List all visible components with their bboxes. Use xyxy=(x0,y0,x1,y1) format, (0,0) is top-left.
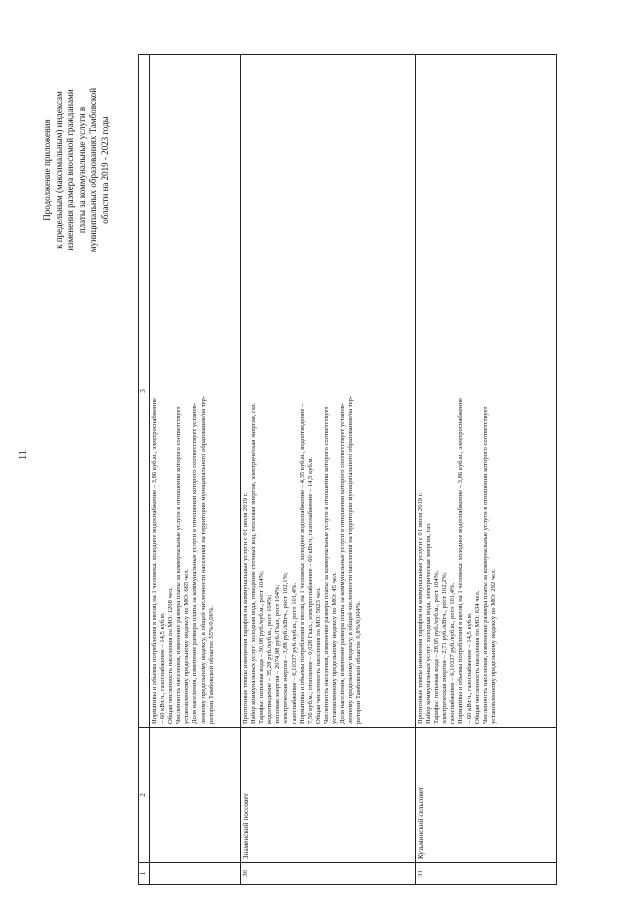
header-cell-municipality: 2 xyxy=(139,728,150,863)
detail-line: Нормативы и объемы потребления в месяц на 1 человека: холодное водоснабжение – 3,86 куб.м., электроснабжение xyxy=(151,398,158,724)
detail-line: тепловая энергия – 2074,98 руб./Гкал, рост 104%; xyxy=(274,584,282,724)
detail-line: – 60 кВт.ч., газоснабжение – 14,5 куб.м. xyxy=(465,612,473,724)
row-number-cell: 31 xyxy=(416,863,557,885)
detail-line: водоотведение – 35,28 руб./куб.м., рост 104%; xyxy=(266,594,274,724)
detail-line: ритории Тамбовской области: 55%/0,06%. xyxy=(207,606,215,724)
detail-line: Численность населения, изменение размера платы за коммунальные услуги в отношении которого соответствует xyxy=(175,406,183,724)
header-cell-number: 1 xyxy=(139,863,150,885)
detail-line: – 60 кВт.ч., газоснабжение – 14,5 куб.м. xyxy=(159,612,167,724)
detail-line: газоснабжение – 6,10337 руб./куб.м., рост 101,4%. xyxy=(449,582,457,724)
municipality-cell xyxy=(150,728,241,863)
heading-line: области на 2019 - 2023 годы xyxy=(99,116,110,224)
detail-line: Тарифы: питьевая вода – 30,08 руб./куб.м., рост 104%; xyxy=(258,571,266,724)
details-cell xyxy=(416,55,557,728)
detail-line: установленному предельному индексу по МО: 45 чел. xyxy=(331,572,339,724)
page-number: 11 xyxy=(18,450,29,460)
table-row xyxy=(416,55,557,885)
detail-line: Набор коммунальных услуг: холодная вода, электрическая энергия, газ. xyxy=(425,522,433,724)
row-number-cell: 30 xyxy=(241,863,416,885)
detail-line: Прогнозные темпы изменения тарифов на коммунальные услуги с 01 июля 2019 г. xyxy=(242,492,249,724)
detail-line: Численность населения, изменение размера платы за коммунальные услуги в отношении которого соответствует xyxy=(481,406,489,724)
detail-line: установленному предельному индексу по МО: 292 чел. xyxy=(489,568,497,724)
detail-line: Общая численность населения по МО: 1208 чел. xyxy=(167,587,175,724)
detail-line: установленному предельному индексу по МО: 665 чел. xyxy=(183,568,191,724)
detail-line: электрическая энергия – 2,71 руб./кВтч., рост 102,2%; xyxy=(441,572,449,724)
detail-line: Нормативы и объемы потребления в месяц на 1 человека: холодное водоснабжение – 3,86 куб.м., электроснабжение xyxy=(457,398,465,724)
header-cell-details: 3 xyxy=(139,55,150,728)
detail-line: Доля населения, изменение размера платы за коммунальные услуги в отношении которого соответствует установ- xyxy=(191,402,199,724)
heading-line: платы за коммунальные услуги в xyxy=(76,106,87,234)
indices-table xyxy=(138,54,557,885)
row-number-cell xyxy=(150,863,241,885)
detail-line: Численность населения, изменение размера платы за коммунальные услуги в отношении которого соответствует xyxy=(322,406,330,724)
heading-line: к предельным (максимальным) индексам xyxy=(53,91,64,249)
detail-line: 7,56 куб.м., отопление – 0,028 Гкал., электроснабжение – 60 кВт.ч, газоснабжение – 14,5 куб.м. xyxy=(306,456,314,724)
detail-line: Тарифы: питьевая вода – 28,95 руб./куб.м., рост 104%; xyxy=(433,571,441,724)
heading-line: Продолжение приложения xyxy=(42,119,52,221)
details-cell xyxy=(241,55,416,728)
detail-line: газоснабжение – 6,10337 руб./куб.м., рост 101,4%. xyxy=(290,582,298,724)
detail-line: Доля населения, изменение размера платы за коммунальные услуги в отношении которого соответствует установ- xyxy=(339,402,347,724)
detail-line: Набор коммунальных услуг: холодная вода, отведение сточных вод, тепловая энергия, электрическая энергия, газ. xyxy=(250,403,258,724)
details-cell xyxy=(150,55,241,728)
detail-line: Нормативы и объемы потребления в месяц на 1 человека: холодное водоснабжение – 4,35 куб.м., водоотведение – xyxy=(298,403,306,724)
municipality-cell: Знаменский поссовет xyxy=(241,728,416,863)
municipality-cell: Кузьминский сельсовет xyxy=(416,728,557,863)
detail-line: ленному предельному индексу, в общей численности населения на территории муниципального образования/на тер- xyxy=(199,395,207,724)
table-row xyxy=(241,55,416,885)
appendix-heading xyxy=(42,35,112,305)
detail-line: электрическая энергия – 3,88 руб./кВтч., рост 102,1%; xyxy=(282,572,290,724)
table-row-continued xyxy=(150,55,241,885)
detail-line: ритории Тамбовской области: 0,8%/0,004%. xyxy=(355,601,363,724)
detail-line: Прогнозные темпы изменения тарифов на коммунальные услуги с 01 июля 2019 г. xyxy=(417,492,424,724)
heading-line: изменения размера вносимой гражданами xyxy=(65,89,76,251)
detail-line: Общая численность населения по МО: 634 чел. xyxy=(473,590,481,724)
detail-line: ленному предельному индексу, в общей численности населения на территории муниципального образования/на тер- xyxy=(347,395,355,724)
heading-line: муниципальных образованиях Тамбовской xyxy=(88,87,99,253)
detail-line: Общая численность населения по МО: 5623 чел. xyxy=(314,587,322,724)
table-header-row xyxy=(139,55,150,885)
